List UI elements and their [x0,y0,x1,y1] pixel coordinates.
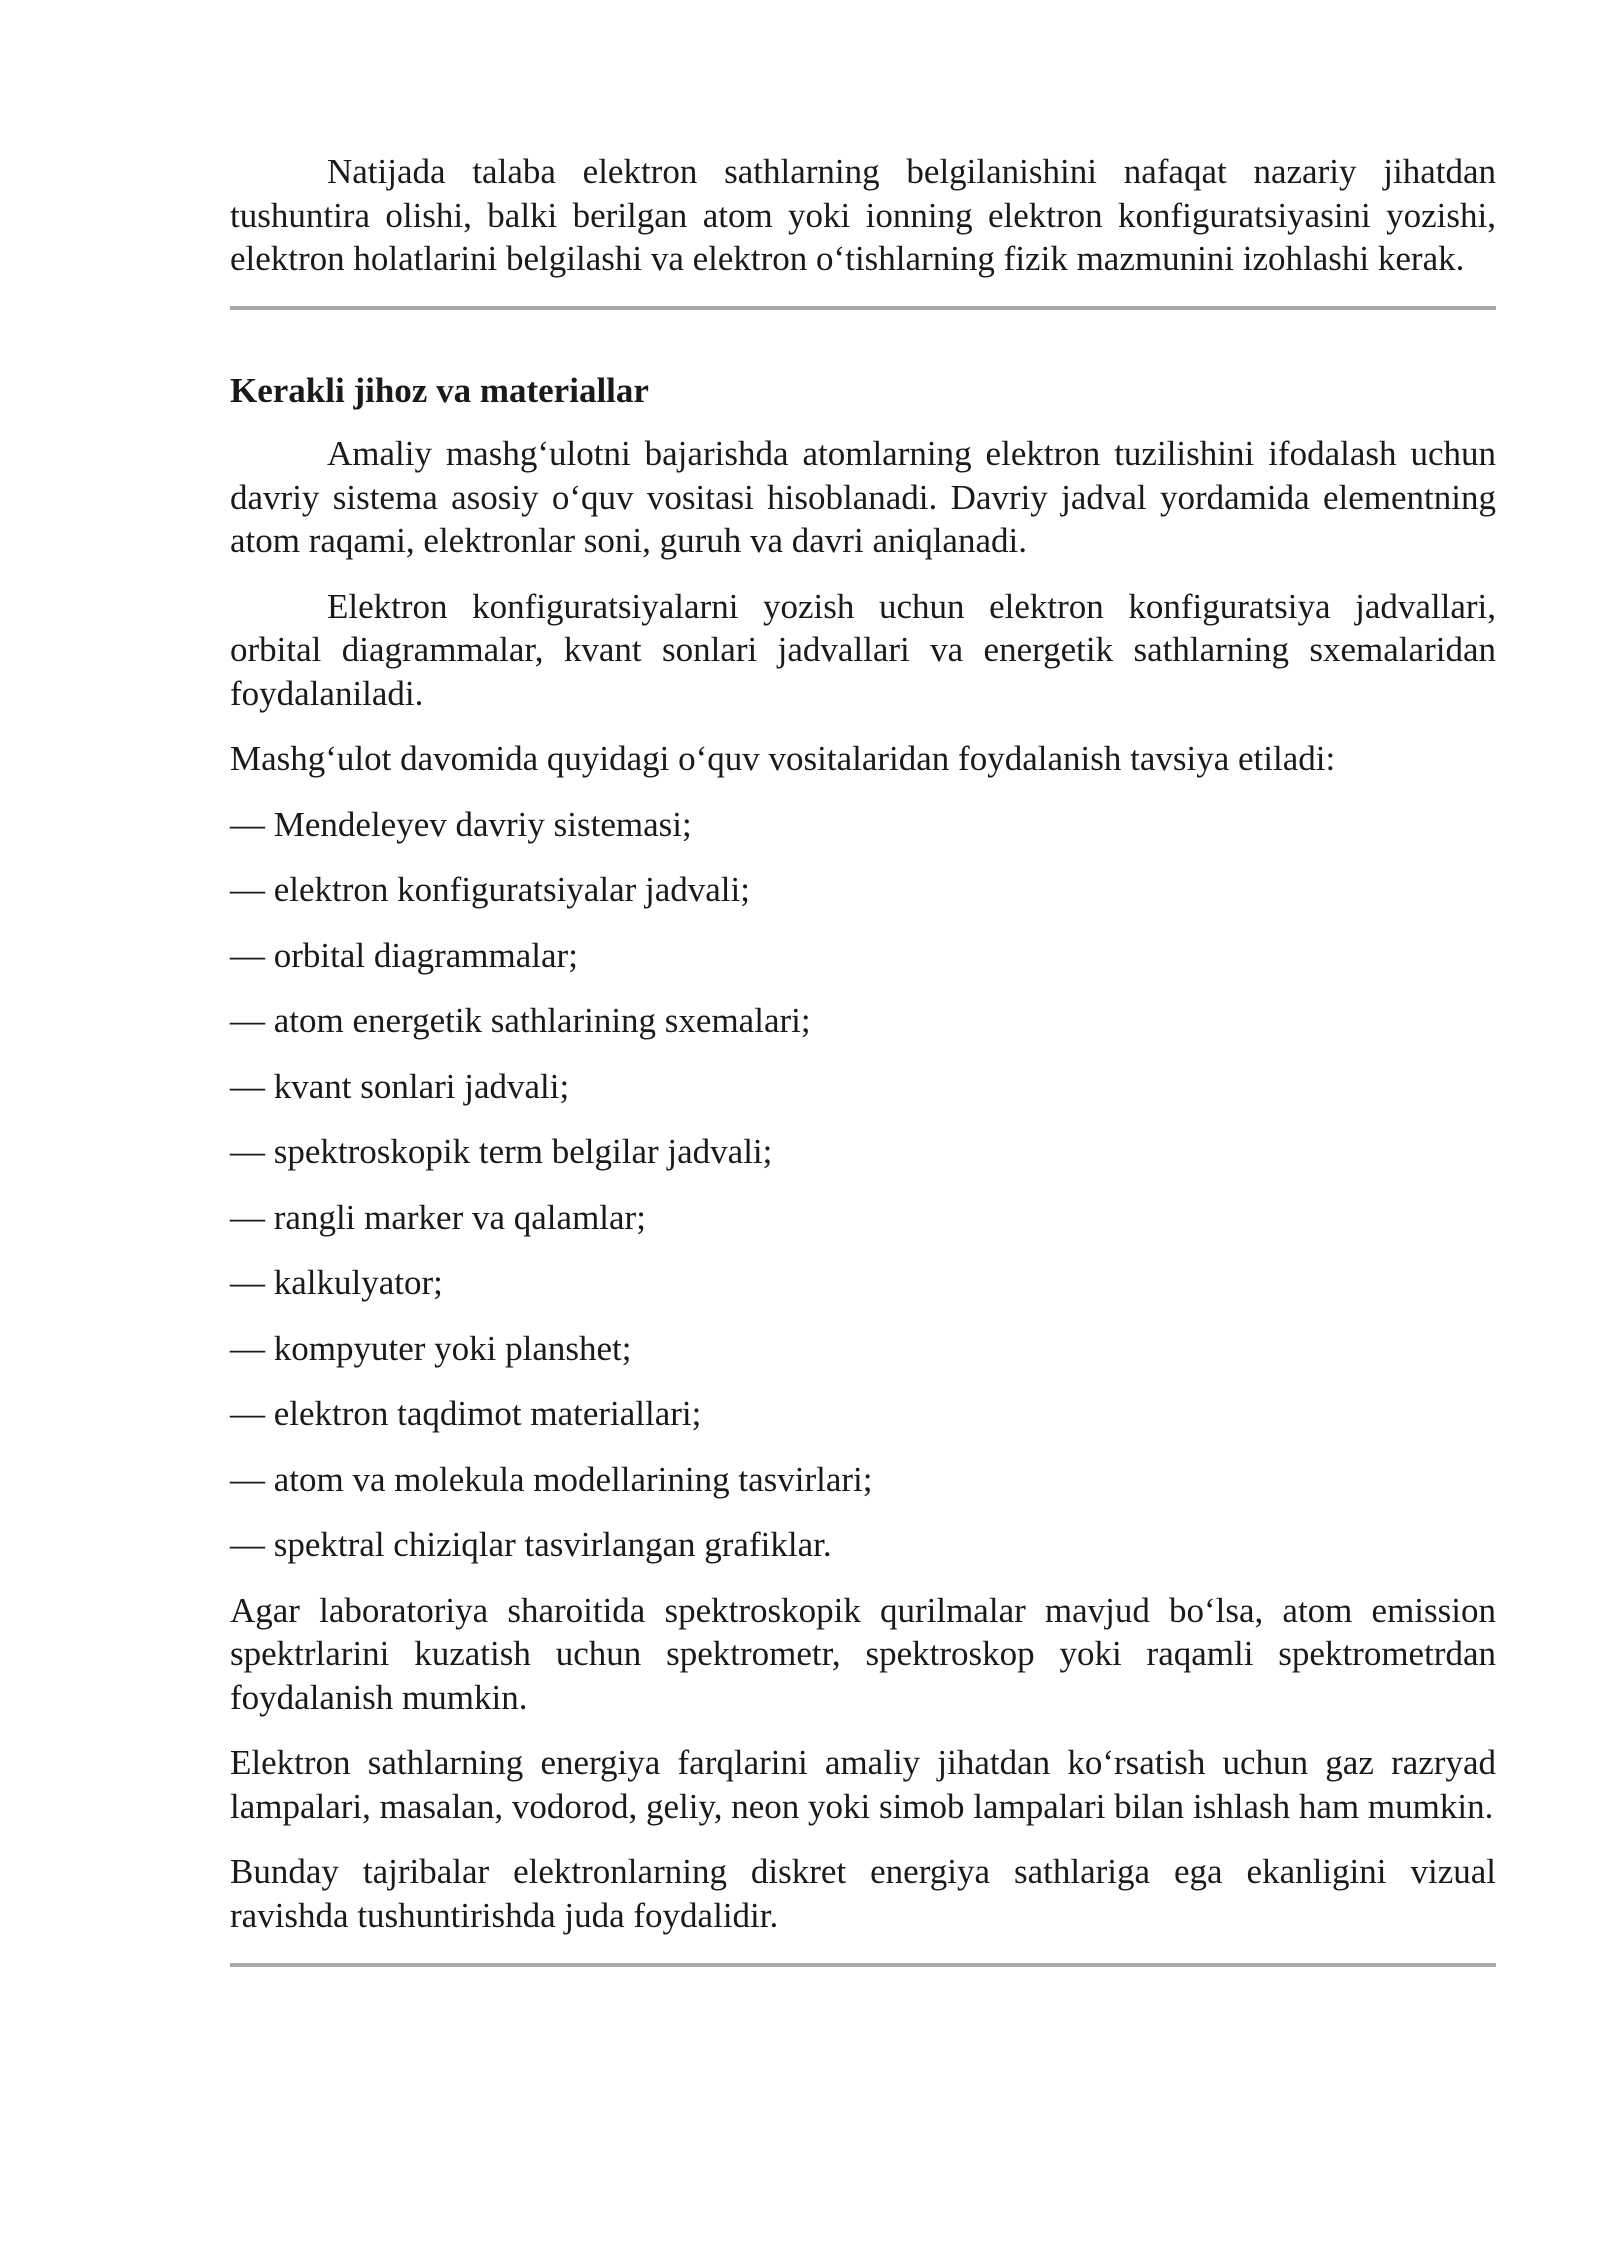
section-heading: Kerakli jihoz va materiallar [230,370,649,410]
section-divider-top [230,306,1496,310]
list-item: — orbital diagrammalar; [230,935,578,975]
list-item: — atom energetik sathlarining sxemalari; [230,1001,811,1040]
section-divider-bottom [230,1963,1496,1967]
list-item: — rangli marker va qalamlar; [230,1197,646,1237]
list-item: — elektron konfiguratsiyalar jadvali; [230,870,750,909]
list-item: — spektroskopik term belgilar jadvali; [230,1132,773,1171]
body-paragraph-3: Mashg‘ulot davomida quyidagi o‘quv vositalaridan foydalanish tavsiya etiladi: [230,739,1336,778]
list-item: — elektron taqdimot materiallari; [230,1394,702,1433]
closing-paragraph-1: Agar laboratoriya sharoitida spektroskopik qurilmalar mavjud bo‘lsa, atom emission spektrlarini kuzatish uchun spektrometr, spektroskop yoki raqamli spektrometrdan foydalanish mumkin. [230,1590,1496,1717]
closing-paragraph-3: Bunday tajribalar elektronlarning diskret energiya sathlariga ega ekanligini vizual ravishda tushuntirishda juda foydalidir. [230,1852,1496,1935]
body-paragraph-1: Amaliy mashg‘ulotni bajarishda atomlarning elektron tuzilishini ifodalash uchun davriy sistema asosiy o‘quv vositasi hisoblanadi. Davriy jadval yordamida elementning atom raqami, elektronlar soni, guruh va davri aniqlanadi. [230,434,1496,560]
intro-paragraph: Natijada talaba elektron sathlarning belgilanishini nafaqat nazariy jihatdan tushuntira olishi, balki berilgan atom yoki ionning elektron konfiguratsiyasini yozishi, elektron holatlarini belgilashi va elektron o‘tishlarning fizik mazmunini izohlashi kerak. [230,152,1496,278]
list-item: — kalkulyator; [230,1263,443,1302]
equipment-list [230,803,1496,1567]
closing-paragraph-2: Elektron sathlarning energiya farqlarini amaliy jihatdan ko‘rsatish uchun gaz razryad lampalari, masalan, vodorod, geliy, neon yoki simob lampalari bilan ishlash ham mumkin. [230,1743,1496,1826]
document-page [230,150,1496,1967]
list-item: — Mendeleyev davriy sistemasi; [230,804,692,844]
list-item: — atom va molekula modellarining tasvirlari; [230,1459,873,1499]
list-item: — spektral chiziqlar tasvirlangan grafiklar. [230,1525,832,1564]
list-item: — kompyuter yoki planshet; [230,1328,632,1368]
body-paragraph-2: Elektron konfiguratsiyalarni yozish uchun elektron konfiguratsiya jadvallari, orbital diagrammalar, kvant sonlari jadvallari va energetik sathlarning sxemalaridan foydalaniladi. [230,586,1496,713]
list-item: — kvant sonlari jadvali; [230,1066,570,1106]
